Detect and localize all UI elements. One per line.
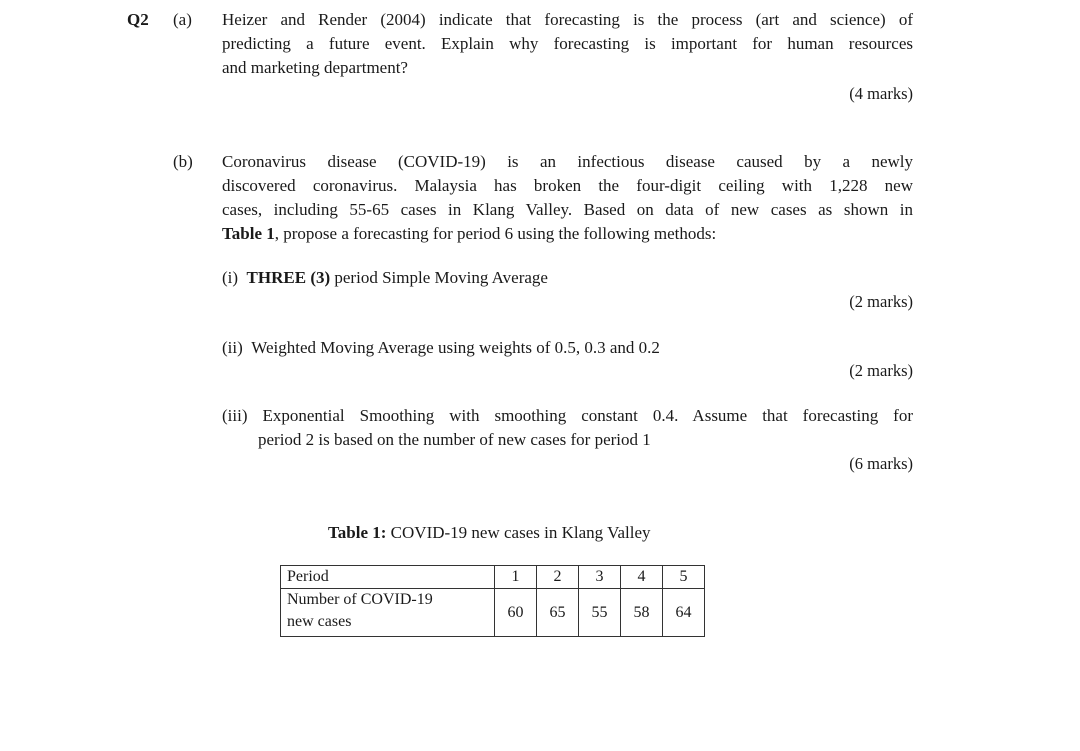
subpart-i-text: period Simple Moving Average <box>330 268 548 287</box>
period-cell: 3 <box>579 566 621 589</box>
cases-cell: 64 <box>663 589 705 637</box>
cases-cell: 55 <box>579 589 621 637</box>
subpart-ii <box>222 336 660 360</box>
part-b-text <box>222 150 913 246</box>
subpart-ii-label: (ii) <box>222 338 243 357</box>
part-b-line-2: discovered coronavirus. Malaysia has broken the four-digit ceiling with 1,228 new <box>222 176 913 195</box>
covid-cases-table <box>280 565 705 637</box>
part-a-line-2: predicting a future event. Explain why forecasting is important for human resources <box>222 34 913 53</box>
subpart-i-label: (i) <box>222 268 239 287</box>
table-row-cases <box>281 589 705 637</box>
row-header-period: Period <box>281 566 495 589</box>
part-b-label: (b) <box>173 152 193 171</box>
table-caption-label: Table 1: <box>328 523 387 542</box>
part-a-text <box>222 8 913 80</box>
subpart-ii-text: Weighted Moving Average using weights of 0.5, 0.3 and 0.2 <box>251 338 660 357</box>
subpart-iii-text-1: Exponential Smoothing with smoothing constant 0.4. Assume that forecasting for <box>262 406 914 425</box>
subpart-iii-line-1 <box>222 404 913 428</box>
question-number: Q2 <box>127 10 149 29</box>
table-reference: Table 1 <box>222 224 275 243</box>
subpart-iii <box>222 404 913 452</box>
part-a-marks: (4 marks) <box>849 84 913 103</box>
subpart-iii-marks: (6 marks) <box>849 454 913 473</box>
row-header-cases-line-2: new cases <box>287 613 352 630</box>
part-b-line-4 <box>222 222 913 246</box>
part-a-label: (a) <box>173 10 192 29</box>
period-cell: 4 <box>621 566 663 589</box>
table-caption-text: COVID-19 new cases in Klang Valley <box>386 523 651 542</box>
subpart-i <box>222 266 548 290</box>
table-caption <box>328 521 651 545</box>
cases-cell: 58 <box>621 589 663 637</box>
period-cell: 5 <box>663 566 705 589</box>
part-b-line-3: cases, including 55-65 cases in Klang Valley. Based on data of new cases as shown in <box>222 200 913 219</box>
part-a-line-3: and marketing department? <box>222 58 408 77</box>
subpart-i-marks: (2 marks) <box>849 292 913 311</box>
subpart-iii-line-2: period 2 is based on the number of new cases for period 1 <box>258 430 651 449</box>
period-cell: 1 <box>495 566 537 589</box>
cases-cell: 60 <box>495 589 537 637</box>
part-b-line-1: Coronavirus disease (COVID-19) is an infectious disease caused by a newly <box>222 152 913 171</box>
subpart-i-bold: THREE (3) <box>246 268 331 287</box>
row-header-cases-line-1: Number of COVID-19 <box>287 591 433 608</box>
cases-cell: 65 <box>537 589 579 637</box>
part-b-line-4-rest: , propose a forecasting for period 6 using the following methods: <box>274 224 717 243</box>
period-cell: 2 <box>537 566 579 589</box>
subpart-ii-marks: (2 marks) <box>849 361 913 380</box>
subpart-iii-label: (iii) <box>222 406 248 425</box>
table-row-period <box>281 566 705 589</box>
row-header-cases <box>281 589 495 637</box>
part-a-line-1: Heizer and Render (2004) indicate that forecasting is the process (art and science) of <box>222 10 913 29</box>
